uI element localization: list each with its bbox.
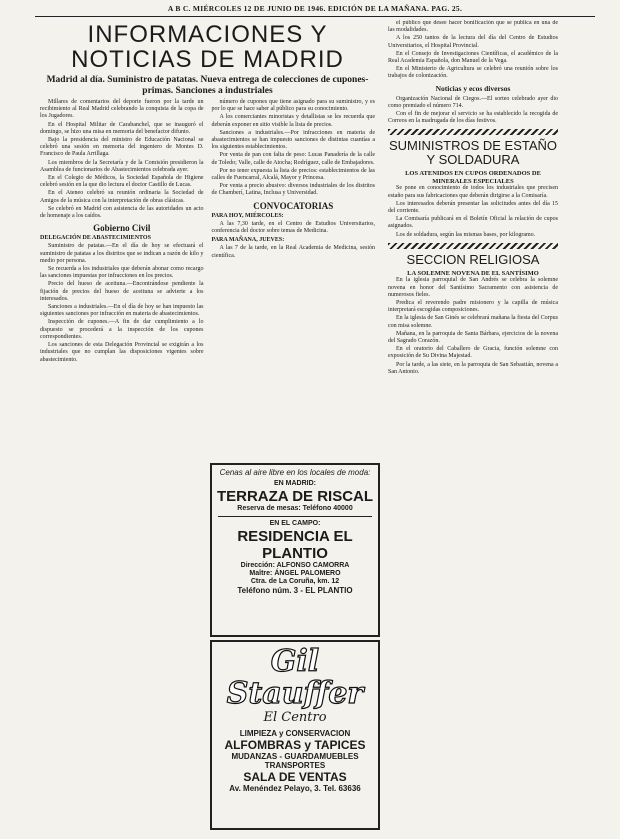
ad2-line-4: TRANSPORTES — [264, 761, 326, 770]
paragraph: La Comisaría publicará en el Boletín Oficial la relación de cupos asignados. — [388, 216, 558, 230]
paragraph: Sanciones a industriales.—En el día de hoy se han impuesto las siguientes sanciones por infracción en materia de abastecimientos. — [40, 304, 204, 318]
ad2-line-1: LIMPIEZA y CONSERVACION — [239, 729, 351, 738]
paragraph: Por la tarde, a las siete, en la parroquia de San Sebastián, novena a San Antonio. — [388, 361, 558, 375]
paragraph: Los interesados deberán presentar las solicitudes antes del día 15 del corriente. — [388, 200, 558, 215]
paragraph: En el Colegio de Médicos, la Sociedad Española de Higiene celebró sesión en la que dio lectura el doctor Castillo de Lucas. — [40, 175, 204, 189]
column-b — [212, 99, 376, 365]
paragraph: En el oratorio del Caballero de Gracia, función solemne con exposición de Su Divina Majestad. — [388, 346, 558, 360]
ad2-address: Av. Menéndez Pelayo, 3. Tel. 63636 — [229, 784, 361, 793]
column-a — [40, 99, 204, 365]
paragraph: Por no tener expuesta la lista de precios: establecimientos de las calles de Fuencarral, Alcalá, Mayor y Princesa. — [211, 167, 375, 182]
paragraph: número de cupones que tiene asignado para su suministro, y es por lo que se hace saber al público para su conocimiento. — [211, 99, 375, 113]
right-column — [388, 20, 558, 377]
page-header: A B C. MIÉRCOLES 12 DE JUNIO DE 1946. EDICIÓN DE LA MAÑANA. PAG. 25. — [35, 4, 595, 17]
paragraph: Sanciones a industriales.—Por infracciones en materia de abastecimientos se han impuesto sanciones de distintas cuantías a los siguientes establecimientos. — [211, 129, 375, 151]
paragraph: A los 250 tantos de la lectura del día del Centro de Estudios Universitarios, el Hospital Provincial. — [388, 35, 558, 49]
paragraph: En el Ateneo celebró su reunión ordinaria la Sociedad de Amigos de la música con la interpretación de obras clásicas. — [40, 190, 204, 204]
main-news-column — [40, 20, 375, 365]
paragraph: A los comerciantes minoristas y detallistas se les recuerda que deberán exponer en sitio visible la lista de precios. — [211, 114, 375, 128]
ad-road: Ctra. de La Coruña, km. 12 — [250, 578, 340, 585]
section-label: DELEGACIÓN DE ABASTECIMIENTOS — [40, 235, 151, 242]
ad2-line-5: SALA DE VENTAS — [243, 770, 347, 784]
paragraph: Suministro de patatas.—En el día de hoy se efectuará el suministro de patatas a los distritos que se indican a razón de kilo y medio por persona. — [40, 243, 204, 264]
religion-title: SECCION RELIGIOSA — [406, 251, 540, 267]
varios-title: Noticias y ecos diversos — [435, 83, 511, 93]
paragraph: En la iglesia parroquial de San Andrés se celebra la solemne novena en honor del Santísimo Sacramento con asistencia de numerosos fieles. — [388, 277, 558, 298]
paragraph: En el Hospital Militar de Carabanchel, que se inauguró el domingo, se hizo una misa en memoria del benefactor difunto. — [40, 121, 204, 135]
ad2-line-2: ALFOMBRAS y TAPICES — [224, 738, 366, 752]
paragraph: Se recuerda a los industriales que deberán abonar como recargo las sanciones impuestas por infracciones en los precios. — [40, 266, 204, 280]
supply-title: SUMINISTROS DE ESTAÑO Y SOLDADURA — [388, 138, 558, 168]
paragraph: Por venta a precio abusivo: diversos industriales de los distritos de Chamberí, Latina, Inclusa y Universidad. — [211, 183, 375, 197]
paragraph: Precio del hueso de aceituna.—Encontrándose pendiente la fijación de precios del hueso de aceituna se advierte a los interesados. — [40, 281, 204, 302]
paragraph: Inspección de cupones.—A fin de dar cumplimiento a lo dispuesto se procederá a la inspección de los cupones correspondientes. — [40, 319, 204, 340]
ad-direction: Dirección: ALFONSO CAMORRA — [240, 562, 350, 569]
religion-subtitle: LA SOLEMNE NOVENA DE EL SANTÍSIMO — [407, 269, 539, 277]
ad-phone: Teléfono núm. 3 - EL PLANTIO — [237, 586, 353, 595]
ad-venue-riscal: TERRAZA DE RISCAL — [216, 488, 374, 505]
main-headline: INFORMACIONES Y NOTICIAS DE MADRID — [71, 21, 344, 73]
paragraph: Con el fin de mejorar el servicio se ha establecido la recogida de Correos en la madrugada de los días festivos. — [388, 111, 558, 125]
brand-logo: Gil Stauffer — [226, 644, 364, 711]
paragraph: Millares de comentarios del deporte fueron por la tarde un recibimiento al Real Madrid celebrando la conquista de la copa de los Jugadores. — [40, 99, 204, 120]
ad-maitre: Maître: ÁNGEL PALOMERO — [249, 570, 341, 577]
ad-country-label: EN EL CAMPO: — [269, 520, 321, 527]
ad-city-label: EN MADRID: — [274, 480, 316, 487]
paragraph: Organización Nacional de Ciegos.—El sorteo celebrado ayer dio como premiado el número 714. — [388, 95, 558, 109]
decorative-divider — [388, 243, 558, 249]
paragraph: En el Ministerio de Agricultura se celebró una reunión sobre los trabajos de colonización. — [388, 66, 558, 80]
supply-subtitle: LOS ATENIDOS EN CUPOS ORDENADOS DE MINERALES ESPECIALES — [405, 170, 541, 185]
two-column-body — [40, 99, 375, 365]
paragraph: Los sanciones de esta Delegación Provincial se exigirán a los industriales que no cumplan las disposiciones vigentes sobre abastecimiento. — [40, 342, 204, 363]
ad2-line-3: MUDANZAS - GUARDAMUEBLES — [231, 752, 359, 761]
paragraph: Se pone en conocimiento de todos los industriales que precisen estaño para sus fabricaciones que deberán dirigirse a la Comisaría. — [388, 185, 558, 199]
moving-company-advertisement — [210, 640, 380, 830]
section-title-gov: Gobierno Civil — [93, 223, 151, 234]
decorative-divider — [388, 129, 558, 135]
paragraph: Predica el reverendo padre misionero y la capilla de música interpretará escogidas composiciones. — [388, 299, 558, 314]
paragraph: Se celebró en Madrid con asistencia de las autoridades un acto de homenaje a los caídos. — [40, 205, 204, 220]
ad-intro: Cenas al aire libre en los locales de moda: — [219, 468, 371, 477]
ad-venue-plantio: RESIDENCIA EL PLANTIO — [237, 528, 353, 562]
ad-reservations: Reserva de mesas: Teléfono 40000 — [237, 505, 353, 512]
paragraph: A las 7,30 tarde, en el Centro de Estudios Universitarios, conferencia del doctor sobre temas de Medicina. — [211, 220, 375, 235]
convocatorias-label-today: PARA HOY, MIÉRCOLES: — [211, 212, 284, 219]
main-subheadline: Madrid al día. Suministro de patatas. Nueva entrega de colecciones de cupones-primas. Sanciones a industriales — [46, 75, 369, 96]
convocatorias-title: CONVOCATORIAS — [253, 200, 334, 211]
paragraph: Por venta de pan con falta de peso: Lucas Panadería de la calle de Toledo; Valle, calle de Atocha; Rodríguez, calle de Embajadores. — [211, 152, 375, 166]
paragraph: Los de soldadura, según las mismas bases, por kilogramo. — [396, 231, 536, 238]
paragraph: Los miembros de la Secretaría y de la Comisión presidieron la Asamblea de funcionarios de Abastecimientos celebrada ayer. — [40, 159, 204, 173]
paragraph: En el Consejo de Investigaciones Científicas, el académico de la Real Academia Española, don Manuel de la Vega. — [388, 50, 558, 65]
paragraph: En la iglesia de San Ginés se celebrará mañana la fiesta del Corpus con misa solemne. — [388, 315, 558, 329]
convocatorias-label-tomorrow: PARA MAÑANA, JUEVES: — [211, 237, 285, 244]
paragraph: el público que desee hacer bonificación que se publica en una de las modalidades. — [388, 20, 558, 34]
restaurant-advertisement — [210, 463, 380, 637]
ad-divider — [218, 516, 372, 517]
paragraph: A las 7 de la tarde, en la Real Academia de Medicina, sesión científica. — [211, 245, 375, 259]
paragraph: Mañana, en la parroquia de Santa Bárbara, ejercicios de la novena del Sagrado Corazón. — [388, 330, 558, 344]
paragraph: Bajo la presidencia del ministro de Educación Nacional se celebró una sesión en memoria del ingeniero de Montes D. Francisco de Paula Arrillaga. — [40, 137, 204, 158]
brand-sub: El Centro — [263, 710, 327, 725]
